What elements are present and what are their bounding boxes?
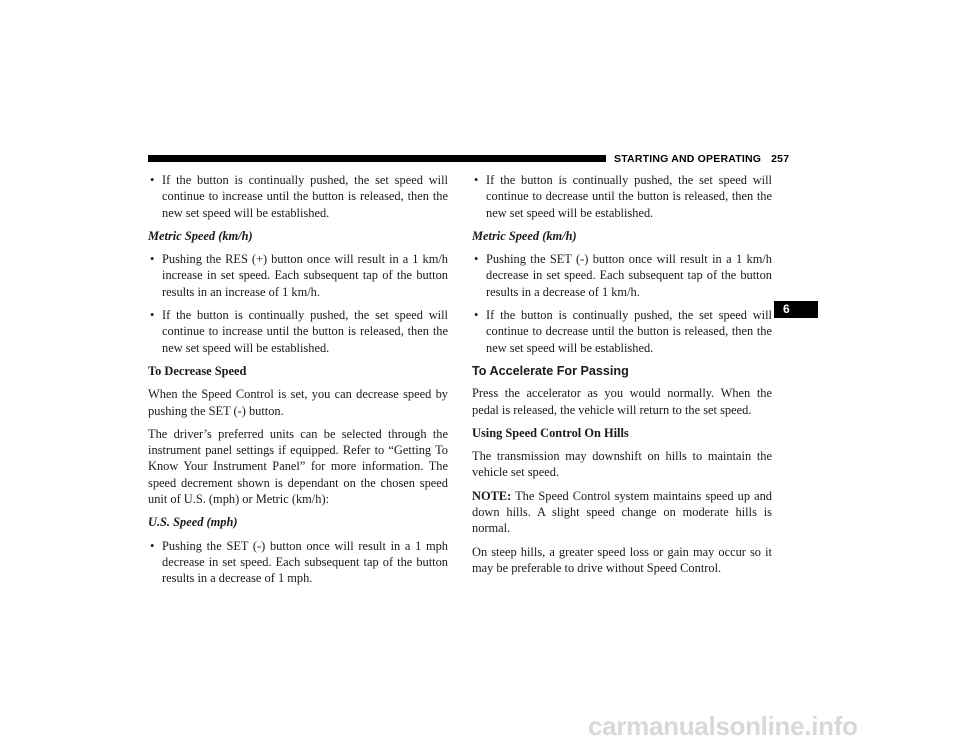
list-item [148, 538, 448, 587]
bullet-text: If the button is continually pushed, the set speed will continue to decrease until the button is released, then the new set speed will be established. [486, 308, 772, 355]
bullet-icon: • [150, 252, 155, 267]
chapter-tab: 6 [774, 301, 818, 318]
passing-heading: To Accelerate For Passing [472, 363, 629, 378]
note-paragraph [472, 488, 772, 537]
note-text: The Speed Control system maintains speed up and down hills. A slight speed change on moderate hills is normal. [472, 488, 772, 536]
bullet-text: Pushing the SET (-) button once will result in a 1 mph decrease in set speed. Each subsequent tap of the button results in a decrease of 1 mph. [162, 538, 448, 586]
passing-paragraph: Press the accelerator as you would normally. When the pedal is released, the vehicle will return to the set speed. [472, 386, 772, 417]
bullet-text: If the button is continually pushed, the set speed will continue to increase until the button is released, then the new set speed will be established. [162, 173, 448, 220]
list-item [148, 307, 448, 356]
us-speed-heading: U.S. Speed (mph) [148, 515, 238, 530]
hills-heading: Using Speed Control On Hills [472, 425, 629, 440]
bullet-text: Pushing the RES (+) button once will result in a 1 km/h increase in set speed. Each subsequent tap of the button results in an increase of 1 km/h. [162, 252, 448, 299]
list-item [472, 251, 772, 300]
right-column [472, 172, 772, 583]
section-title: STARTING AND OPERATING [614, 153, 762, 165]
steep-hills-paragraph: On steep hills, a greater speed loss or gain may occur so it may be preferable to drive without Speed Control. [472, 544, 772, 575]
list-item [148, 172, 448, 221]
list-item [472, 172, 772, 221]
bullet-icon: • [474, 173, 479, 187]
bullet-text: Pushing the SET (-) button once will result in a 1 km/h decrease in set speed. Each subsequent tap of the button results in a decrease of 1 km/h. [486, 252, 772, 299]
decrease-speed-paragraph: When the Speed Control is set, you can decrease speed by pushing the SET (-) button. [148, 387, 448, 418]
bullet-icon: • [150, 538, 155, 553]
list-item [472, 307, 772, 356]
units-paragraph: The driver’s preferred units can be selected through the instrument panel settings if equipped. Refer to “Getting To Know Your Instrument Panel” for more information. The speed decrement shown is dependant on the chosen speed unit of U.S. (mph) or Metric (km/h): [148, 426, 448, 507]
hills-paragraph: The transmission may downshift on hills to maintain the vehicle set speed. [472, 449, 772, 480]
bullet-icon: • [474, 308, 479, 323]
bullet-text: If the button is continually pushed, the set speed will continue to increase until the button is released, then the new set speed will be established. [162, 308, 448, 355]
metric-heading: Metric Speed (km/h) [472, 228, 577, 243]
list-item [148, 251, 448, 300]
running-header [614, 153, 789, 165]
note-label: NOTE: [472, 488, 512, 503]
decrease-speed-heading: To Decrease Speed [148, 363, 247, 378]
left-column [148, 172, 448, 594]
bullet-icon: • [150, 308, 155, 323]
bullet-text: If the button is continually pushed, the set speed will continue to decrease until the button is released, then the new set speed will be established. [486, 173, 772, 220]
header-rule [148, 155, 606, 162]
metric-heading: Metric Speed (km/h) [148, 228, 253, 243]
bullet-icon: • [474, 252, 479, 267]
watermark: carmanualsonline.info [588, 711, 858, 741]
page-number: 257 [771, 153, 790, 165]
bullet-icon: • [150, 173, 155, 187]
